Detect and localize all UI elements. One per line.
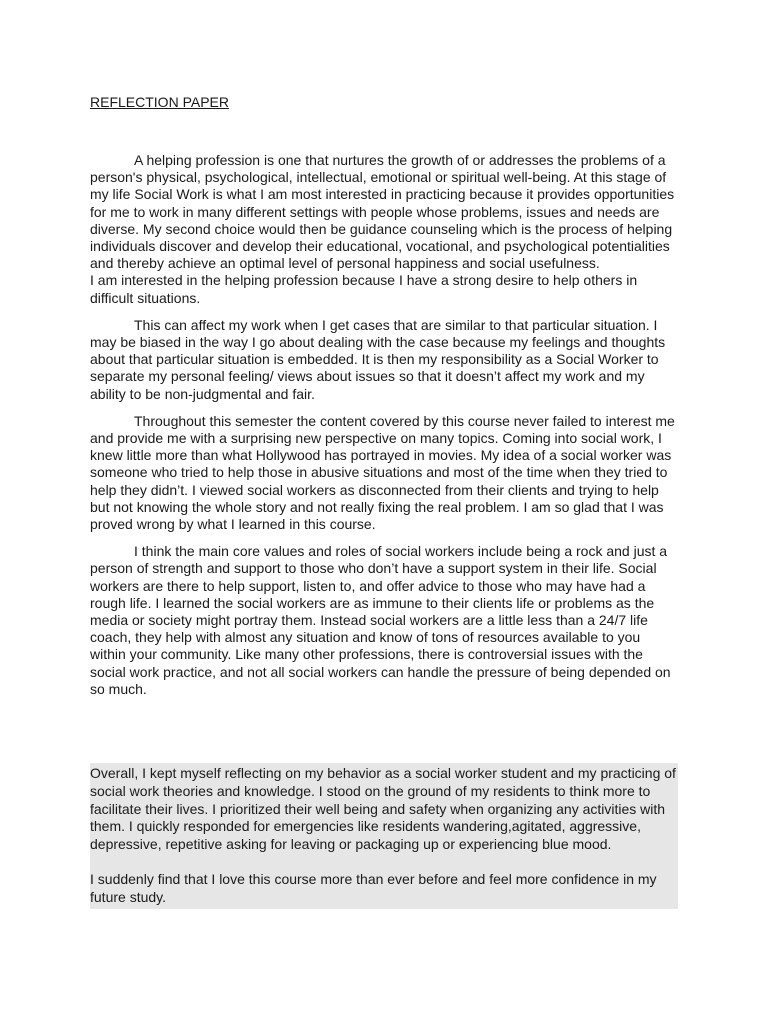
document-title: REFLECTION PAPER: [90, 94, 229, 110]
paragraph-spacer: [90, 854, 678, 871]
highlighted-conclusion: [90, 763, 678, 909]
paragraph-closing: I suddenly find that I love this course more than ever before and feel more confidence in my future study.: [90, 870, 657, 905]
paragraph-interest: I am interested in the helping profession because I have a strong desire to help others in difficult situations.: [90, 272, 638, 306]
paragraph-core-values: I think the main core values and roles of social workers include being a rock and just a person of strength and support to those who don’t have a support system in their life. Social workers are there to help support, listen to, and offer advice to those who may have had a rough life. I learned the social workers are as immune to their clients life or problems as the media or society might portray them. Instead social workers are a little less than a 24/7 life coach, they help with almost any situation and know of tons of resources available to you within your community. Like many other professions, there is controversial issues with the social work practice, and not all social workers can handle the pressure of being depended on so much.: [90, 543, 671, 697]
paragraph-bias: This can affect my work when I get cases that are similar to that particular situation. I may be biased in the way I go about dealing with the case because my feelings and thoughts about that particular situation is embedded. It is then my responsibility as a Social Worker to separate my personal feeling/ views about issues so that it doesn’t affect my work and my ability to be non-judgmental and fair.: [90, 316, 666, 402]
paragraph-semester: Throughout this semester the content covered by this course never failed to interest me and provide me with a surprising new perspective on many topics. Coming into social work, I knew little more than what Hollywood has portrayed in movies. My idea of a social worker was someone who tried to help those in abusive situations and most of the time when they tried to help they didn’t. I viewed social workers as disconnected from their clients and trying to help but not knowing the whole story and not really fixing the real problem. I am so glad that I was proved wrong by what I learned in this course.: [90, 412, 675, 533]
paragraph-overall: Overall, I kept myself reflecting on my behavior as a social worker student and my practicing of social work theories and knowledge. I stood on the ground of my residents to think more to facilitate their lives. I prioritized their well being and safety when organizing any activities with them. I quickly responded for emergencies like residents wandering,agitated, aggressive, depressive, repetitive asking for leaving or packaging up or experiencing blue mood.: [90, 765, 676, 853]
document-body: [90, 152, 678, 708]
paragraph-helping-profession: A helping profession is one that nurtures the growth of or addresses the problems of a person's physical, psychological, intellectual, emotional or spiritual well-being. At this stage of my life Social Work is what I am most interested in practicing because it provides opportunities for me to work in many different settings with people whose problems, issues and needs are diverse. My second choice would then be guidance counseling which is the process of helping individuals discover and develop their educational, vocational, and psychological potentialities and thereby achieve an optimal level of personal happiness and social usefulness.: [90, 152, 675, 272]
